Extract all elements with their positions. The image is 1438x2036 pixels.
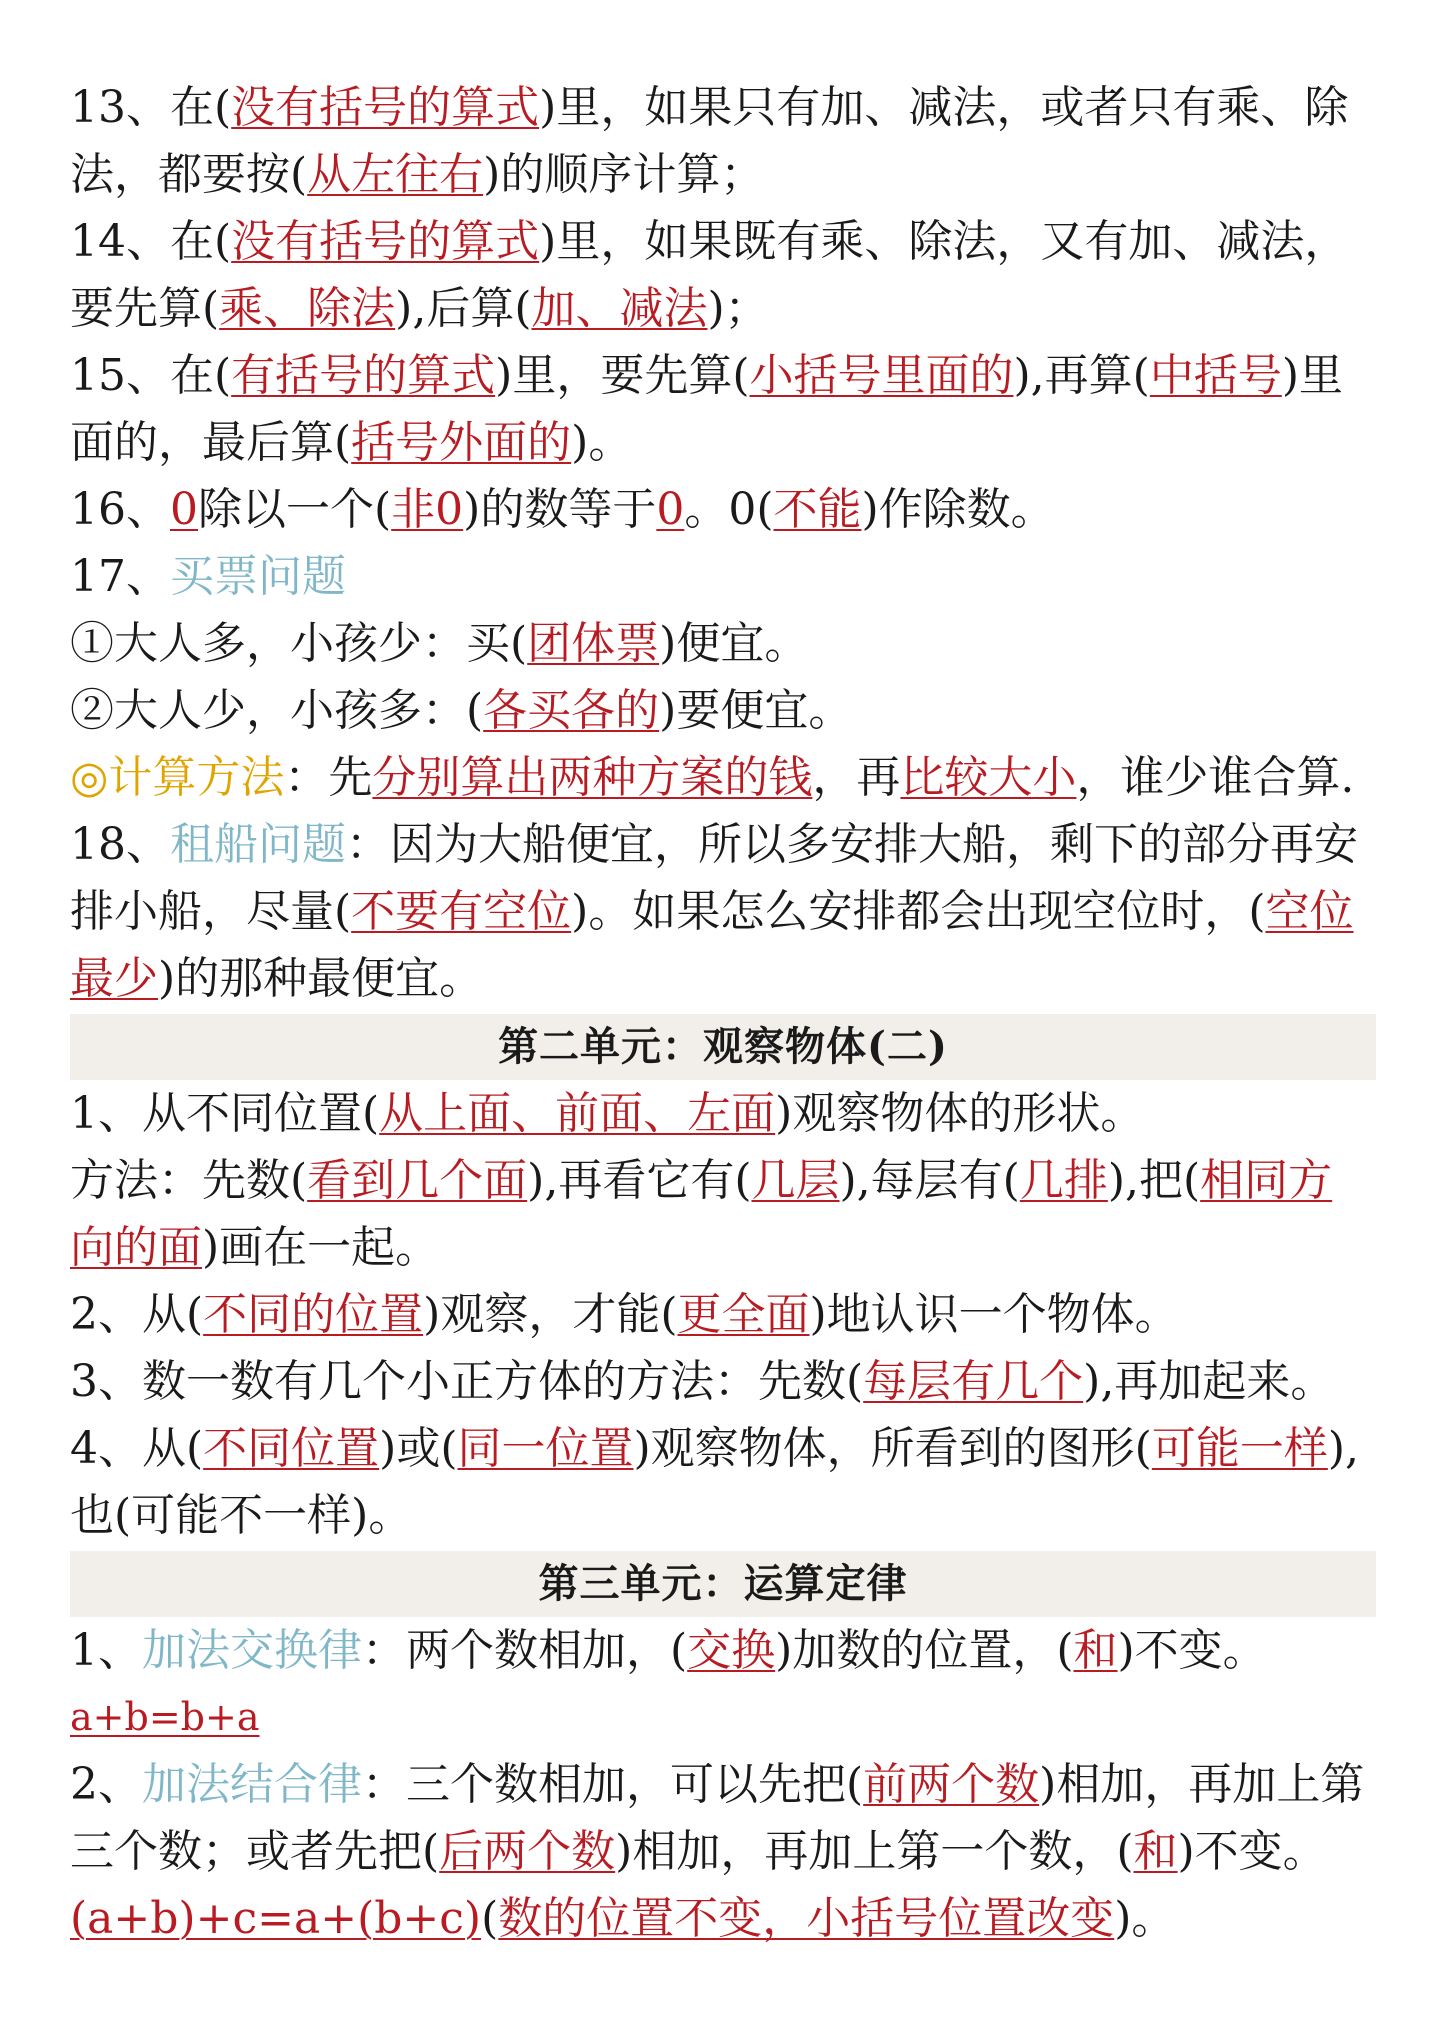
answer-fill: 交换 [687, 1625, 776, 1676]
text-run: )观察物体的形状。 [775, 1088, 1145, 1139]
text-run: )的数等于 [463, 484, 657, 535]
answer-fill: 没有括号的算式 [231, 216, 540, 267]
answer-fill: 和 [1073, 1625, 1118, 1676]
answer-fill: 几排 [1019, 1155, 1108, 1206]
paragraph-u3p2 [70, 1751, 1376, 1885]
text-run: 15、在( [70, 350, 232, 401]
answer-fill: 分别算出两种方案的钱 [372, 752, 813, 803]
unit1-section [70, 74, 1376, 1012]
text-run: 1、 [70, 1625, 142, 1676]
text-run: )不变。 [1177, 1826, 1327, 1877]
text-run: )不变。 [1117, 1625, 1267, 1676]
paragraph-u2p1 [70, 1080, 1376, 1147]
paragraph-p17b [70, 677, 1376, 744]
text-run: )； [707, 283, 769, 334]
answer-fill: a+b=b+a [70, 1695, 260, 1739]
answer-fill: 从左往右 [307, 149, 484, 200]
text-run: ),再加起来。 [1083, 1356, 1335, 1407]
answer-fill: 空位最少 [70, 886, 1354, 1004]
text-run: )。如果怎么安排都会出现空位时，( [571, 886, 1266, 937]
text-run: ),每层有( [839, 1155, 1020, 1206]
topic-heading: 加法交换律 [142, 1625, 362, 1676]
text-run: ),再看它有( [527, 1155, 752, 1206]
text-run: )相加，再加上第一个数，( [615, 1826, 1134, 1877]
text-run: ：三个数相加，可以先把( [362, 1759, 864, 1810]
text-run: )里，如果只有加、减法，或者只有乘、除法，都要按( [70, 82, 1349, 200]
answer-fill: (a+b)+c=a+(b+c) [70, 1893, 482, 1944]
paragraph-p16 [70, 476, 1376, 543]
topic-heading: 买票问题 [170, 551, 346, 602]
paragraph-p18 [70, 811, 1376, 1012]
answer-fill: 数的位置不变，小括号位置改变 [498, 1893, 1115, 1944]
text-run: )加数的位置，( [775, 1625, 1074, 1676]
answer-fill: 后两个数 [439, 1826, 616, 1877]
unit3-heading: 第三单元：运算定律 [70, 1551, 1376, 1617]
answer-fill: 有括号的算式 [231, 350, 496, 401]
method-heading: ◎计算方法 [70, 752, 285, 803]
text-run: ),把( [1107, 1155, 1201, 1206]
text-run: ：先 [284, 752, 373, 803]
answer-fill: 非0 [391, 484, 464, 535]
answer-fill: 不同位置 [203, 1423, 380, 1474]
answer-fill: 不同的位置 [203, 1289, 424, 1340]
text-run: 2、 [70, 1759, 142, 1810]
answer-fill: 不能 [773, 484, 862, 535]
text-run: ),再算( [1013, 350, 1150, 401]
text-run: 除以一个( [198, 484, 392, 535]
unit3-section [70, 1617, 1376, 1952]
text-run: 17、 [70, 551, 170, 602]
topic-heading: 加法结合律 [142, 1759, 362, 1810]
answer-fill: 0 [170, 484, 198, 535]
paragraph-u3f2 [70, 1885, 1376, 1952]
text-run: )里，如果既有乘、除法，又有加、减法，要先算( [70, 216, 1349, 334]
text-run: 14、在( [70, 216, 232, 267]
paragraph-u2p2 [70, 1281, 1376, 1348]
text-run: ，再 [812, 752, 901, 803]
text-run: )里，要先算( [495, 350, 750, 401]
text-run: )要便宜。 [659, 685, 853, 736]
paragraph-u2p3 [70, 1348, 1376, 1415]
text-run: ),后算( [395, 283, 532, 334]
paragraph-p14 [70, 208, 1376, 342]
text-run: )的顺序计算； [483, 149, 765, 200]
answer-fill: 从上面、前面、左面 [379, 1088, 776, 1139]
paragraph-u3p1 [70, 1617, 1376, 1684]
answer-fill: 可能一样 [1151, 1423, 1328, 1474]
answer-fill: 相同方向的面 [70, 1155, 1333, 1273]
text-run: )地认识一个物体。 [809, 1289, 1179, 1340]
text-run: ( [481, 1893, 499, 1944]
answer-fill: 同一位置 [457, 1423, 634, 1474]
text-run: )画在一起。 [202, 1222, 440, 1273]
answer-fill: 看到几个面 [307, 1155, 528, 1206]
answer-fill: 0 [656, 484, 685, 535]
text-run: 4、从( [70, 1423, 204, 1474]
text-run: )相加，再加上第三个数；或者先把( [70, 1759, 1365, 1877]
unit2-heading: 第二单元：观察物体(二) [70, 1014, 1376, 1080]
answer-fill: 更全面 [677, 1289, 810, 1340]
text-run: ：两个数相加，( [362, 1625, 688, 1676]
text-run: 1、从不同位置( [70, 1088, 380, 1139]
answer-fill: 乘、除法 [219, 283, 396, 334]
answer-fill: 前两个数 [863, 1759, 1040, 1810]
text-run: )里面的，最后算( [70, 350, 1343, 468]
text-run: 18、 [70, 819, 170, 870]
answer-fill: 不要有空位 [351, 886, 572, 937]
answer-fill: 小括号里面的 [749, 350, 1014, 401]
paragraph-p17c [70, 744, 1376, 811]
answer-fill: 各买各的 [483, 685, 660, 736]
answer-fill: 几层 [751, 1155, 840, 1206]
text-run: ，谁少谁合算. [1076, 752, 1355, 803]
text-run: 13、在( [70, 82, 232, 133]
text-run: ①大人多，小孩少：买( [70, 618, 528, 669]
answer-fill: 中括号 [1149, 350, 1282, 401]
paragraph-u3f1 [70, 1684, 1376, 1751]
paragraph-u2m [70, 1147, 1376, 1281]
text-run: ②大人少，小孩多：( [70, 685, 484, 736]
paragraph-p13 [70, 74, 1376, 208]
paragraph-u2p4 [70, 1415, 1376, 1549]
topic-heading: 租船问题 [170, 819, 346, 870]
answer-fill: 团体票 [527, 618, 660, 669]
answer-fill: 比较大小 [900, 752, 1077, 803]
text-run: ),也(可能不一样)。 [70, 1423, 1360, 1541]
paragraph-p17 [70, 543, 1376, 610]
text-run: )。 [571, 417, 633, 468]
text-run: )或( [379, 1423, 458, 1474]
text-run: )。 [1114, 1893, 1176, 1944]
answer-fill: 没有括号的算式 [231, 82, 540, 133]
text-run: )作除数。 [861, 484, 1055, 535]
text-run: 2、从( [70, 1289, 204, 1340]
unit2-section [70, 1080, 1376, 1549]
answer-fill: 和 [1133, 1826, 1178, 1877]
text-run: 方法：先数( [70, 1155, 308, 1206]
text-run: 。0( [684, 484, 774, 535]
text-run: 16、 [70, 484, 170, 535]
text-run: )观察物体，所看到的图形( [633, 1423, 1152, 1474]
text-run: ：因为大船便宜，所以多安排大船，剩下的部分再安排小船，尽量( [70, 819, 1358, 937]
answer-fill: 每层有几个 [863, 1356, 1084, 1407]
paragraph-p15 [70, 342, 1376, 476]
document-page [70, 74, 1376, 1952]
text-run: )观察，才能( [423, 1289, 678, 1340]
text-run: )的那种最便宜。 [158, 953, 484, 1004]
answer-fill: 括号外面的 [351, 417, 572, 468]
paragraph-p17a [70, 610, 1376, 677]
text-run: )便宜。 [659, 618, 809, 669]
text-run: 3、数一数有几个小正方体的方法：先数( [70, 1356, 864, 1407]
answer-fill: 加、减法 [531, 283, 708, 334]
